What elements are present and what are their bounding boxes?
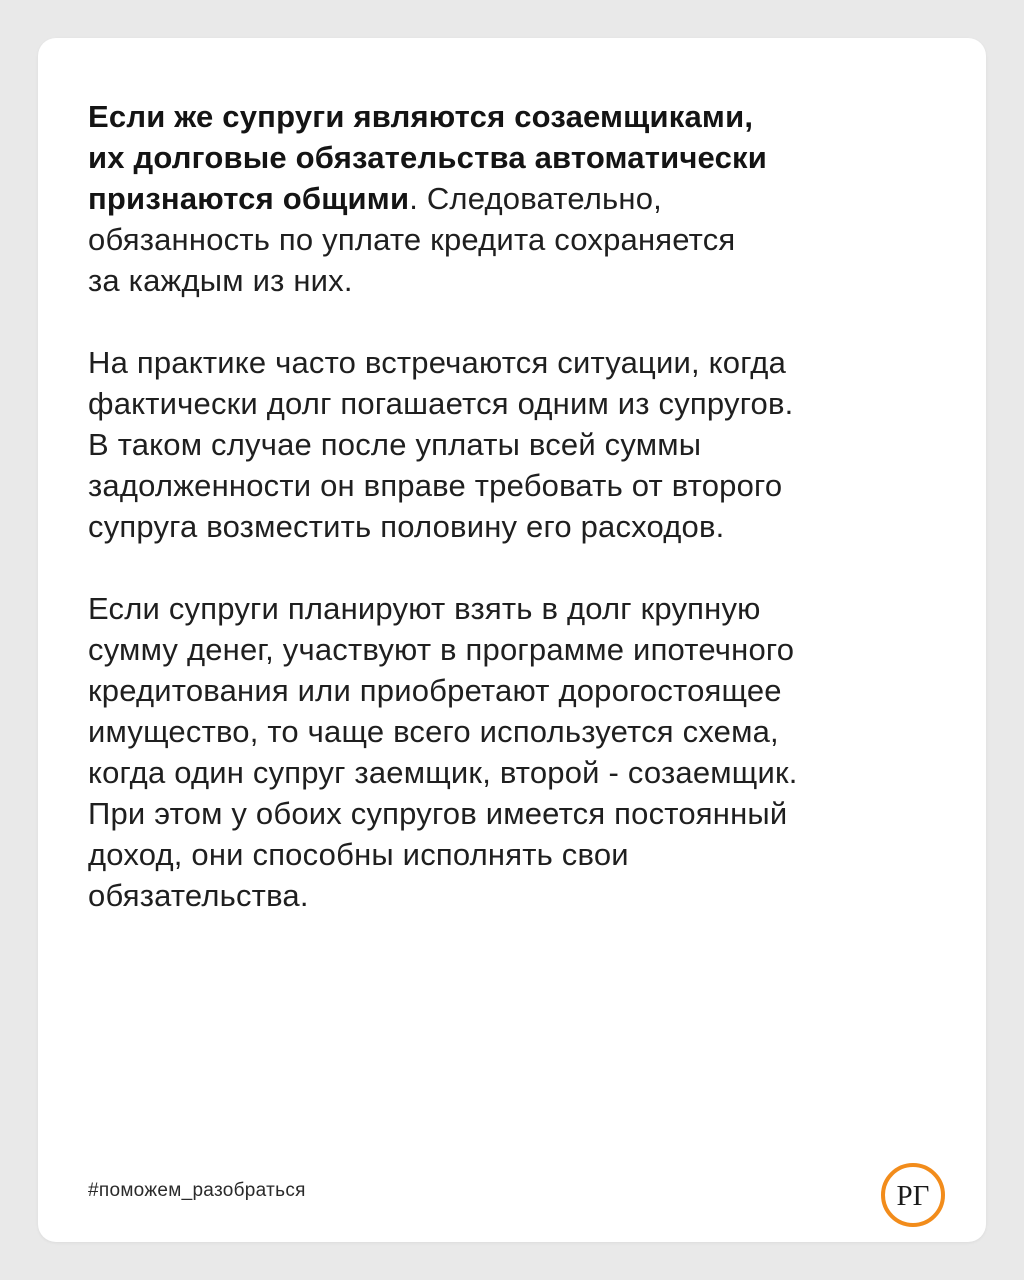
paragraph-1-line-1: Если же супруги являются созаемщиками, xyxy=(88,99,754,134)
paragraph-2-line: В таком случае после уплаты всей суммы xyxy=(88,427,702,462)
paragraph-3-line: имущество, то чаще всего используется схема, xyxy=(88,714,779,749)
paragraph-1-line-3 xyxy=(88,178,948,219)
paragraph-3-line: обязательства. xyxy=(88,878,309,913)
paragraph-3-line: При этом у обоих супругов имеется постоянный xyxy=(88,796,788,831)
paragraph-2-line: супруга возместить половину его расходов. xyxy=(88,509,725,544)
paragraph-1-line-3-bold: признаются общими xyxy=(88,181,410,216)
paragraph-3-line: доход, они способны исполнять свои xyxy=(88,837,629,872)
hashtag-link[interactable]: #поможем_разобраться xyxy=(88,1180,306,1201)
paragraph-3-line: кредитования или приобретают дорогостоящее xyxy=(88,673,782,708)
paragraph-3-line: сумму денег, участвуют в программе ипотечного xyxy=(88,632,795,667)
rg-logo-icon xyxy=(880,1162,946,1228)
paragraph-3-line: Если супруги планируют взять в долг крупную xyxy=(88,591,761,626)
paragraph-1-line-3-rest: . Следовательно, xyxy=(409,181,662,216)
paragraph-1-line-2: их долговые обязательства автоматически xyxy=(88,140,768,175)
rg-logo-text: РГ xyxy=(896,1180,930,1212)
paragraph-1-line-5: за каждым из них. xyxy=(88,263,353,298)
paragraph-1 xyxy=(88,96,948,301)
paragraph-2-line: фактически долг погашается одним из супругов. xyxy=(88,386,794,421)
content-card xyxy=(38,38,986,1242)
paragraph-2 xyxy=(88,342,948,547)
paragraph-1-line-4: обязанность по уплате кредита сохраняется xyxy=(88,222,736,257)
article-body xyxy=(88,96,948,957)
paragraph-2-line: задолженности он вправе требовать от второго xyxy=(88,468,783,503)
paragraph-2-line: На практике часто встречаются ситуации, когда xyxy=(88,345,787,380)
paragraph-3 xyxy=(88,588,948,916)
paragraph-3-line: когда один супруг заемщик, второй - созаемщик. xyxy=(88,755,798,790)
